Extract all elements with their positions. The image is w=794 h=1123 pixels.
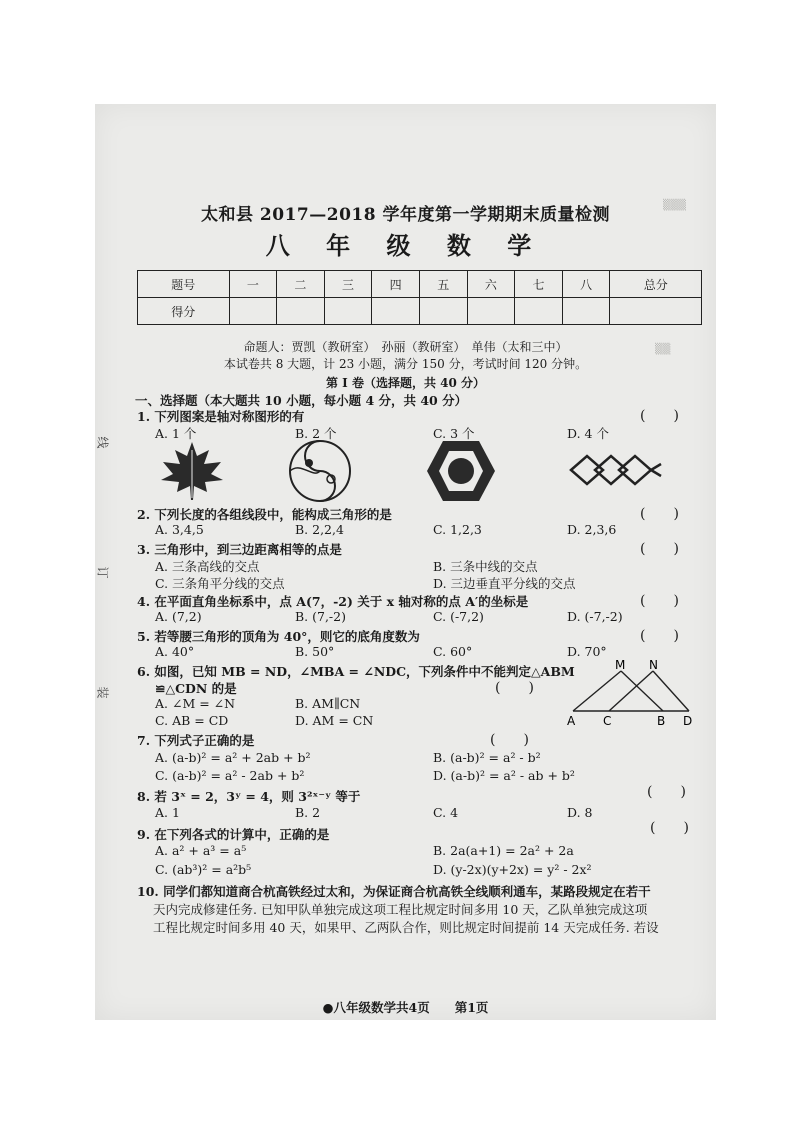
binding-margin-mark: 订 <box>95 566 110 579</box>
answer-blank[interactable]: ( ) <box>640 408 679 424</box>
question-6-option-b[interactable]: B. AM∥CN <box>295 696 361 711</box>
triangle-figure <box>563 659 697 727</box>
exam-subject: 八 年 级 数 学 <box>265 231 546 260</box>
page-footer: ●八年级数学共4页 第1页 <box>322 1000 489 1015</box>
question-9-option-a[interactable]: A. a² + a³ = a⁵ <box>155 843 247 858</box>
bleed-through-mark: ▒▒▒ <box>663 200 687 211</box>
section1-heading: 一、选择题（本大题共 10 小题，每小题 4 分，共 40 分） <box>135 393 468 408</box>
score-header-cell: 八 <box>562 271 610 298</box>
question-9-option-c[interactable]: C. (ab³)² = a²b⁵ <box>155 862 252 877</box>
score-cell[interactable] <box>467 298 515 325</box>
question-5-stem: 5. 若等腰三角形的顶角为 40°，则它的底角度数为 <box>137 629 420 644</box>
exam-title: 太和县 2017—2018 学年度第一学期期末质量检测 <box>201 205 610 225</box>
question-4-stem: 4. 在平面直角坐标系中，点 A(7，-2) 关于 x 轴对称的点 A′的坐标是 <box>137 594 529 609</box>
answer-blank[interactable]: ( ) <box>650 820 689 836</box>
question-5-option-d[interactable]: D. 70° <box>567 644 607 659</box>
question-7-option-b[interactable]: B. (a-b)² = a² - b² <box>433 750 541 765</box>
answer-blank[interactable]: ( ) <box>640 628 679 644</box>
question-3-option-d[interactable]: D. 三边垂直平分线的交点 <box>433 576 576 591</box>
score-header-cell: 一 <box>229 271 277 298</box>
question-1-option-b[interactable]: B. 2 个 <box>295 426 337 441</box>
question-2-option-b[interactable]: B. 2,2,4 <box>295 522 344 537</box>
score-table <box>137 270 702 325</box>
score-cell[interactable] <box>372 298 420 325</box>
question-6-option-d[interactable]: D. AM = CN <box>295 713 374 728</box>
question-3-option-c[interactable]: C. 三条角平分线的交点 <box>155 576 285 591</box>
question-7-option-d[interactable]: D. (a-b)² = a² - ab + b² <box>433 768 575 783</box>
question-8-option-d[interactable]: D. 8 <box>567 805 593 820</box>
hexagon-figure <box>425 439 497 503</box>
question-10-line-2: 天内完成修建任务. 已知甲队单独完成这项工程比规定时间多用 10 天，乙队单独完成这项 <box>153 902 648 917</box>
question-4-option-d[interactable]: D. (-7,-2) <box>567 609 623 624</box>
figure-label-d: D <box>683 714 693 727</box>
score-cell[interactable] <box>324 298 372 325</box>
question-3-option-a[interactable]: A. 三条高线的交点 <box>155 559 260 574</box>
answer-blank[interactable]: ( ) <box>640 541 679 557</box>
figure-label-b: B <box>657 714 666 727</box>
score-header-cell: 题号 <box>138 271 230 298</box>
score-cell[interactable] <box>515 298 563 325</box>
question-8-option-c[interactable]: C. 4 <box>433 805 459 820</box>
exam-notes: 本试卷共 8 大题，计 23 小题，满分 150 分，考试时间 120 分钟。 <box>223 357 588 371</box>
score-header-cell: 五 <box>419 271 467 298</box>
question-7-option-c[interactable]: C. (a-b)² = a² - 2ab + b² <box>155 768 305 783</box>
question-2-stem: 2. 下列长度的各组线段中，能构成三角形的是 <box>137 507 392 522</box>
score-cell[interactable] <box>610 298 702 325</box>
figure-label-n: N <box>649 659 658 672</box>
score-header-cell: 七 <box>515 271 563 298</box>
question-6-stem: 6. 如图，已知 MB = ND，∠MBA = ∠NDC，下列条件中不能判定△ABM <box>137 664 575 679</box>
question-1-option-c[interactable]: C. 3 个 <box>433 426 475 441</box>
question-2-option-c[interactable]: C. 1,2,3 <box>433 522 482 537</box>
question-8-option-a[interactable]: A. 1 <box>155 805 180 820</box>
question-8-stem: 8. 若 3ˣ = 2，3ʸ = 4，则 3²ˣ⁻ʸ 等于 <box>137 789 361 804</box>
maple-leaf-figure <box>157 440 227 502</box>
question-6-option-a[interactable]: A. ∠M = ∠N <box>155 696 236 711</box>
question-1-option-d[interactable]: D. 4 个 <box>567 426 609 441</box>
question-5-option-b[interactable]: B. 50° <box>295 644 335 659</box>
score-cell[interactable] <box>562 298 610 325</box>
score-cell[interactable] <box>419 298 467 325</box>
question-6-option-c[interactable]: C. AB = CD <box>155 713 229 728</box>
authors-line: 命题人：贾凯（教研室） 孙丽（教研室） 单伟（太和三中） <box>243 340 568 354</box>
part1-heading: 第 I 卷（选择题，共 40 分） <box>325 376 486 390</box>
question-4-option-b[interactable]: B. (7,-2) <box>295 609 346 624</box>
answer-blank[interactable]: ( ) <box>640 593 679 609</box>
question-7-stem: 7. 下列式子正确的是 <box>137 733 255 748</box>
binding-margin-mark: 线 <box>95 436 110 449</box>
question-3-stem: 3. 三角形中，到三边距离相等的点是 <box>137 542 342 557</box>
score-cell[interactable] <box>277 298 325 325</box>
question-2-option-a[interactable]: A. 3,4,5 <box>155 522 204 537</box>
question-7-option-a[interactable]: A. (a-b)² = a² + 2ab + b² <box>155 750 311 765</box>
question-3-option-b[interactable]: B. 三条中线的交点 <box>433 559 538 574</box>
question-8-option-b[interactable]: B. 2 <box>295 805 321 820</box>
question-9-stem: 9. 在下列各式的计算中，正确的是 <box>137 827 330 842</box>
question-4-option-c[interactable]: C. (-7,2) <box>433 609 484 624</box>
question-5-option-a[interactable]: A. 40° <box>155 644 195 659</box>
question-9-option-d[interactable]: D. (y-2x)(y+2x) = y² - 2x² <box>433 862 592 877</box>
exam-sheet <box>95 104 716 1020</box>
question-1-option-a[interactable]: A. 1 个 <box>155 426 197 441</box>
question-4-option-a[interactable]: A. (7,2) <box>155 609 202 624</box>
question-6-stem-cont: ≌△CDN 的是 <box>155 681 237 696</box>
score-cell[interactable] <box>229 298 277 325</box>
question-10-line-1: 10. 同学们都知道商合杭高铁经过太和，为保证商合杭高铁全线顺利通车，某路段规定在若干 <box>137 884 651 899</box>
question-9-option-b[interactable]: B. 2a(a+1) = 2a² + 2a <box>433 843 574 858</box>
answer-blank[interactable]: ( ) <box>490 732 529 748</box>
score-header-cell: 总分 <box>610 271 702 298</box>
question-1-stem: 1. 下列图案是轴对称图形的有 <box>137 409 305 424</box>
figure-label-c: C <box>603 714 612 727</box>
answer-blank[interactable]: ( ) <box>495 680 534 696</box>
score-header-cell: 四 <box>372 271 420 298</box>
score-header-cell: 三 <box>324 271 372 298</box>
question-2-option-d[interactable]: D. 2,3,6 <box>567 522 617 537</box>
figure-label-a: A <box>567 714 576 727</box>
answer-blank[interactable]: ( ) <box>640 506 679 522</box>
answer-blank[interactable]: ( ) <box>647 784 686 800</box>
binding-margin-mark: 装 <box>95 686 110 699</box>
question-10-line-3: 工程比规定时间多用 40 天，如果甲、乙两队合作，则比规定时间提前 14 天完成任务. 若设 <box>153 920 659 935</box>
knot-pattern-figure <box>567 450 663 490</box>
figure-label-m: M <box>615 659 626 672</box>
bleed-through-mark: ▒▒ <box>655 344 671 355</box>
score-row-label: 得分 <box>138 298 230 325</box>
score-table-score-row <box>138 298 702 325</box>
score-header-cell: 二 <box>277 271 325 298</box>
yin-yang-figure <box>287 439 353 503</box>
question-5-option-c[interactable]: C. 60° <box>433 644 473 659</box>
score-table-header-row <box>138 271 702 298</box>
score-header-cell: 六 <box>467 271 515 298</box>
